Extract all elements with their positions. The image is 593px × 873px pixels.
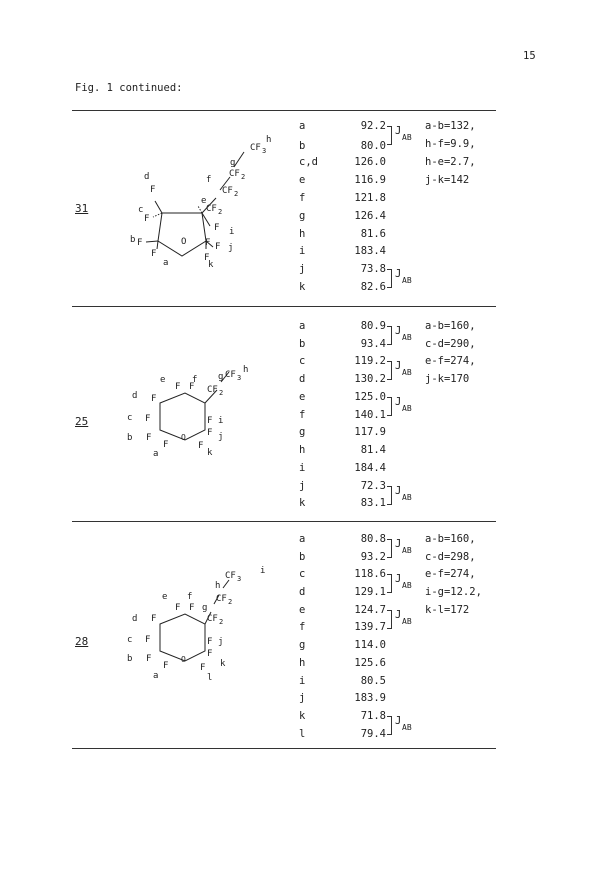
svg-text:h: h: [243, 365, 249, 375]
svg-text:O: O: [181, 655, 186, 664]
c28-row-h-label: h: [299, 657, 306, 669]
c25-row-b-label: b: [299, 338, 306, 350]
svg-text:F: F: [163, 661, 169, 671]
svg-text:CF: CF: [225, 370, 236, 380]
c25-row-c-label: c: [299, 355, 306, 367]
c28-row-c-label: c: [299, 568, 306, 580]
c25-value-b: 93.4: [360, 338, 386, 350]
svg-text:CF: CF: [207, 614, 218, 624]
svg-text:F: F: [146, 654, 152, 664]
c28-row-k-label: k: [299, 710, 306, 722]
figure-caption: Fig. 1 continued:: [75, 82, 183, 94]
c31-row-g-label: g: [299, 210, 306, 222]
c25-coupling-2: c-d=290,: [425, 338, 476, 350]
svg-text:2: 2: [219, 389, 224, 397]
c28-jab-2: J: [395, 573, 402, 585]
c25-row-f-label: f: [299, 409, 306, 421]
svg-text:CF: CF: [216, 594, 227, 604]
svg-text:e: e: [201, 196, 207, 206]
c25-bracket-ab: [387, 326, 392, 345]
c25-value-g: 117.9: [354, 426, 386, 438]
rule-25-28: [72, 521, 496, 522]
c31-value-h: 81.6: [360, 228, 386, 240]
c28-value-d: 129.1: [354, 586, 386, 598]
c28-jab-1: J: [395, 538, 402, 550]
structure-28: [115, 566, 285, 696]
c31-value-j: 73.8: [360, 263, 386, 275]
c28-value-i: 80.5: [360, 675, 386, 687]
svg-text:k: k: [220, 659, 226, 669]
c31-jab-1: [395, 125, 401, 137]
c28-value-l: 79.4: [360, 728, 386, 740]
c31-jab-1-sub: AB: [402, 133, 412, 142]
c28-row-f-label: f: [299, 621, 306, 633]
svg-text:g: g: [202, 603, 208, 613]
c31-row-f-label: f: [299, 192, 306, 204]
svg-text:CF: CF: [229, 169, 240, 179]
svg-text:e: e: [162, 592, 168, 602]
c28-row-j-label: j: [299, 692, 306, 704]
svg-text:F: F: [207, 416, 213, 426]
svg-text:F: F: [151, 249, 157, 259]
svg-text:f: f: [187, 592, 193, 602]
c25-value-a: 80.9: [360, 320, 386, 332]
c25-jab-3-sub: AB: [402, 404, 412, 413]
c28-row-d-label: d: [299, 586, 306, 598]
svg-text:O: O: [181, 237, 187, 247]
svg-text:k: k: [207, 448, 213, 458]
svg-text:F: F: [207, 649, 213, 659]
c25-value-h: 81.4: [360, 444, 386, 456]
c25-coupling-4: j-k=170: [425, 373, 470, 385]
svg-text:2: 2: [241, 173, 246, 181]
c31-value-g: 126.4: [354, 210, 386, 222]
c28-jab-3: J: [395, 609, 402, 621]
c25-row-g-label: g: [299, 426, 306, 438]
svg-text:F: F: [163, 440, 169, 450]
c28-value-h: 125.6: [354, 657, 386, 669]
j-label: J: [395, 125, 402, 137]
c31-bracket-ab: [387, 126, 392, 145]
c31-coupling-2: h-f=9.9,: [425, 138, 476, 150]
c28-value-j: 183.9: [354, 692, 386, 704]
c25-value-i: 184.4: [354, 462, 386, 474]
svg-text:a: a: [153, 449, 159, 459]
c31-row-j-label: j: [299, 263, 306, 275]
c25-value-j: 72.3: [360, 480, 386, 492]
svg-text:F: F: [145, 414, 151, 424]
c28-coupling-1: a-b=160,: [425, 533, 476, 545]
svg-text:2: 2: [228, 598, 233, 606]
c31-value-f: 121.8: [354, 192, 386, 204]
svg-text:F: F: [151, 614, 157, 624]
svg-text:CF: CF: [206, 204, 217, 214]
svg-text:e: e: [160, 375, 166, 385]
c25-row-d-label: d: [299, 373, 306, 385]
page-number: 15: [523, 50, 536, 62]
c28-bracket-kl: [387, 716, 392, 735]
svg-text:F: F: [189, 603, 195, 613]
c28-row-e-label: e: [299, 604, 306, 616]
c31-row-b-label: b: [299, 140, 306, 152]
svg-text:F: F: [146, 433, 152, 443]
c28-coupling-5: k-l=172: [425, 604, 470, 616]
c25-row-k-label: k: [299, 497, 306, 509]
c25-row-i-label: i: [299, 462, 306, 474]
c25-coupling-3: e-f=274,: [425, 355, 476, 367]
c25-jab-2: J: [395, 360, 402, 372]
svg-text:CF: CF: [222, 186, 233, 196]
c28-value-b: 93.2: [360, 551, 386, 563]
svg-text:2: 2: [218, 208, 223, 216]
c28-bracket-cd: [387, 574, 392, 593]
svg-text:F: F: [207, 637, 213, 647]
rule-top: [72, 110, 496, 111]
c28-bracket-ef: [387, 610, 392, 629]
svg-text:h: h: [215, 581, 221, 591]
c31-row-cd-label: c,d: [299, 156, 318, 168]
svg-text:3: 3: [237, 374, 242, 382]
svg-text:2: 2: [219, 618, 224, 626]
c31-jab-2: J: [395, 268, 402, 280]
c28-row-l-label: l: [299, 728, 306, 740]
rule-bottom: [72, 748, 496, 749]
c31-jab-2-sub: AB: [402, 276, 412, 285]
svg-text:i: i: [229, 227, 235, 237]
c31-value-b: 80.0: [360, 140, 386, 152]
c28-row-g-label: g: [299, 639, 306, 651]
c28-row-i-label: i: [299, 675, 306, 687]
c25-jab-4-sub: AB: [402, 493, 412, 502]
c25-row-e-label: e: [299, 391, 306, 403]
svg-text:g: g: [230, 158, 236, 168]
c28-jab-1-sub: AB: [402, 546, 412, 555]
c28-value-k: 71.8: [360, 710, 386, 722]
svg-text:c: c: [138, 205, 144, 215]
svg-text:F: F: [137, 238, 143, 248]
svg-text:F: F: [189, 382, 195, 392]
compound-number-25: 25: [75, 415, 89, 428]
svg-text:F: F: [204, 253, 210, 263]
c31-value-e: 116.9: [354, 174, 386, 186]
svg-text:b: b: [130, 235, 136, 245]
svg-text:i: i: [218, 416, 224, 426]
svg-text:d: d: [132, 614, 138, 624]
svg-text:F: F: [144, 214, 150, 224]
svg-text:b: b: [127, 654, 133, 664]
svg-text:i: i: [260, 566, 266, 576]
svg-text:O: O: [181, 433, 186, 442]
svg-text:f: f: [192, 375, 198, 385]
c28-jab-4: J: [395, 715, 402, 727]
svg-text:g: g: [218, 372, 224, 382]
c25-bracket-jk: [387, 486, 392, 505]
structure-31: [120, 130, 280, 280]
svg-text:h: h: [266, 135, 272, 145]
svg-text:a: a: [153, 671, 159, 681]
c25-jab-3: J: [395, 396, 402, 408]
c25-value-f: 140.1: [354, 409, 386, 421]
c31-row-a-label: a: [299, 120, 306, 132]
c31-value-a: 92.2: [360, 120, 386, 132]
svg-text:F: F: [145, 635, 151, 645]
c25-value-d: 130.2: [354, 373, 386, 385]
svg-text:F: F: [175, 603, 181, 613]
svg-text:j: j: [218, 432, 224, 442]
c28-row-b-label: b: [299, 551, 306, 563]
c28-jab-3-sub: AB: [402, 617, 412, 626]
c31-coupling-3: h-e=2.7,: [425, 156, 476, 168]
c31-bracket-jk: [387, 269, 392, 288]
c28-jab-2-sub: AB: [402, 581, 412, 590]
c25-row-a-label: a: [299, 320, 306, 332]
c28-value-a: 80.8: [360, 533, 386, 545]
c25-bracket-ef: [387, 397, 392, 416]
svg-text:l: l: [207, 673, 213, 683]
svg-text:F: F: [205, 238, 211, 248]
svg-text:F: F: [151, 394, 157, 404]
c31-row-h-label: h: [299, 228, 306, 240]
c31-value-cd: 126.0: [354, 156, 386, 168]
c25-jab-2-sub: AB: [402, 368, 412, 377]
c28-value-g: 114.0: [354, 639, 386, 651]
svg-text:d: d: [132, 391, 138, 401]
svg-text:a: a: [163, 258, 169, 268]
c28-value-e: 124.7: [354, 604, 386, 616]
c25-value-e: 125.0: [354, 391, 386, 403]
svg-text:c: c: [127, 413, 133, 423]
svg-text:CF: CF: [225, 571, 236, 581]
c25-jab-1-sub: AB: [402, 333, 412, 342]
svg-text:j: j: [228, 243, 234, 253]
c31-row-e-label: e: [299, 174, 306, 186]
svg-text:F: F: [207, 428, 213, 438]
compound-number-28: 28: [75, 635, 89, 648]
c31-row-i-label: i: [299, 245, 306, 257]
svg-text:F: F: [198, 441, 204, 451]
c28-row-a-label: a: [299, 533, 306, 545]
structure-25: [115, 352, 285, 472]
svg-text:d: d: [144, 172, 150, 182]
compound-number-31: 31: [75, 202, 89, 215]
c28-bracket-ab: [387, 539, 392, 558]
svg-text:3: 3: [262, 147, 267, 155]
c28-value-f: 139.7: [354, 621, 386, 633]
c25-value-k: 83.1: [360, 497, 386, 509]
c28-value-c: 118.6: [354, 568, 386, 580]
svg-text:CF: CF: [250, 143, 261, 153]
rule-31-25: [72, 306, 496, 307]
c25-jab-1: J: [395, 325, 402, 337]
c31-row-k-label: k: [299, 281, 306, 293]
c25-bracket-cd: [387, 361, 392, 380]
svg-text:j: j: [218, 637, 224, 647]
c25-coupling-1: a-b=160,: [425, 320, 476, 332]
c25-row-j-label: j: [299, 480, 306, 492]
svg-text:b: b: [127, 433, 133, 443]
svg-text:k: k: [208, 260, 214, 270]
svg-text:F: F: [150, 185, 156, 195]
c25-jab-4: J: [395, 485, 402, 497]
svg-text:F: F: [200, 663, 206, 673]
c31-coupling-4: j-k=142: [425, 174, 470, 186]
c25-value-c: 119.2: [354, 355, 386, 367]
c28-coupling-3: e-f=274,: [425, 568, 476, 580]
c31-value-k: 82.6: [360, 281, 386, 293]
svg-text:f: f: [206, 175, 212, 185]
svg-text:F: F: [175, 382, 181, 392]
c31-value-i: 183.4: [354, 245, 386, 257]
c25-row-h-label: h: [299, 444, 306, 456]
svg-text:2: 2: [234, 190, 239, 198]
svg-text:F: F: [215, 242, 221, 252]
c28-coupling-4: i-g=12.2,: [425, 586, 482, 598]
svg-text:F: F: [214, 223, 220, 233]
svg-text:3: 3: [237, 575, 242, 583]
c28-jab-4-sub: AB: [402, 723, 412, 732]
svg-text:CF: CF: [207, 385, 218, 395]
c28-coupling-2: c-d=298,: [425, 551, 476, 563]
svg-text:c: c: [127, 635, 133, 645]
c31-coupling-1: a-b=132,: [425, 120, 476, 132]
